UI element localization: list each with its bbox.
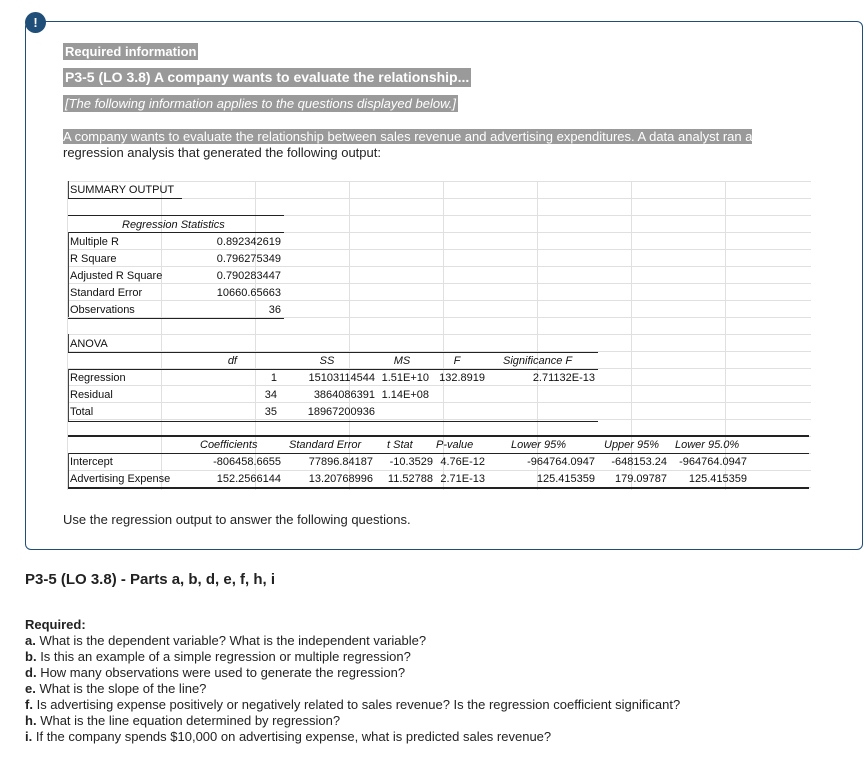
question-text: What is the dependent variable? What is the independent variable?	[39, 633, 427, 648]
anova-ms: 1.14E+08	[381, 389, 429, 401]
question-letter: a.	[25, 633, 36, 648]
question-letter: b.	[25, 649, 37, 664]
coef-value: 152.2566144	[216, 473, 281, 485]
anova-row-label: Regression	[70, 372, 126, 384]
anova-header-df: df	[227, 355, 237, 367]
required-heading: Required:	[25, 617, 86, 632]
question-item	[25, 729, 855, 745]
question-text: What is the slope of the line?	[39, 681, 207, 696]
question-letter: i.	[25, 729, 33, 744]
anova-ss: 3864086391	[313, 389, 375, 401]
question-item	[25, 713, 855, 729]
anova-df: 35	[264, 406, 277, 418]
coef-lower950: 125.415359	[688, 473, 747, 485]
anova-header-f: F	[453, 355, 461, 367]
stat-label: Observations	[70, 304, 135, 316]
regression-output-sheet	[67, 181, 811, 490]
intro-paragraph	[63, 129, 823, 161]
anova-row-label: Residual	[70, 389, 113, 401]
stat-label: Multiple R	[70, 236, 119, 248]
question-item	[25, 697, 855, 713]
coef-se: 13.20768996	[308, 473, 373, 485]
instruction-text: Use the regression output to answer the following questions.	[63, 512, 411, 527]
question-item	[25, 633, 855, 649]
question-item	[25, 681, 855, 697]
stat-value: 0.796275349	[216, 253, 281, 265]
coef-p: 4.76E-12	[440, 456, 485, 468]
coef-p: 2.71E-13	[440, 473, 485, 485]
anova-df: 1	[270, 372, 277, 384]
coef-header-p: P-value	[436, 439, 474, 451]
coef-header-lower95: Lower 95%	[511, 439, 567, 451]
info-note: [The following information applies to the questions displayed below.]	[65, 96, 456, 111]
question-letter: f.	[25, 697, 33, 712]
anova-ms: 1.51E+10	[381, 372, 429, 384]
question-text: If the company spends $10,000 on advertising expense, what is predicted sales revenue?	[35, 729, 552, 744]
anova-header-ss: SS	[319, 355, 335, 367]
stat-value: 0.892342619	[216, 236, 281, 248]
question-letter: d.	[25, 665, 37, 680]
coef-upper95: 179.09787	[615, 473, 667, 485]
section-title: P3-5 (LO 3.8) - Parts a, b, d, e, f, h, i	[25, 571, 276, 588]
anova-row-label: Total	[70, 406, 94, 418]
problem-title: P3-5 (LO 3.8) A company wants to evaluate the relationship...	[65, 69, 470, 85]
alert-icon: !	[25, 12, 46, 33]
stat-label: Standard Error	[70, 287, 143, 299]
question-text: Is this an example of a simple regression or multiple regression?	[40, 649, 411, 664]
required-list	[25, 617, 855, 745]
coef-header-lower950: Lower 95.0%	[675, 439, 740, 451]
anova-title: ANOVA	[70, 338, 108, 350]
coef-upper95: -648153.24	[611, 456, 667, 468]
intro-rest: regression analysis that generated the following output:	[63, 145, 381, 160]
coef-header-se: Standard Error	[289, 439, 362, 451]
question-text: What is the line equation determined by regression?	[40, 713, 341, 728]
question-item	[25, 665, 855, 681]
question-letter: e.	[25, 681, 36, 696]
summary-title: SUMMARY OUTPUT	[70, 184, 175, 196]
stat-label: Adjusted R Square	[70, 270, 163, 282]
question-text: How many observations were used to generate the regression?	[40, 665, 406, 680]
coef-row-label: Intercept	[70, 456, 113, 468]
stat-label: R Square	[70, 253, 117, 265]
intro-highlighted: A company wants to evaluate the relationship between sales revenue and advertising expenditures. A data analyst ran a	[63, 129, 753, 144]
coef-header-coef: Coefficients	[200, 439, 258, 451]
coef-value: -806458.6655	[213, 456, 281, 468]
coef-lower95: -964764.0947	[527, 456, 595, 468]
anova-ss: 18967200936	[307, 406, 375, 418]
stat-value: 0.790283447	[216, 270, 281, 282]
coef-lower950: -964764.0947	[679, 456, 747, 468]
anova-f: 132.8919	[439, 372, 485, 384]
stat-value: 10660.65663	[216, 287, 281, 299]
coef-header-upper95: Upper 95%	[604, 439, 660, 451]
stat-value: 36	[268, 304, 281, 316]
coef-row-label: Advertising Expense	[70, 473, 171, 485]
coef-t: 11.52788	[387, 473, 433, 485]
anova-ss: 15103114544	[308, 372, 375, 384]
anova-df: 34	[264, 389, 277, 401]
question-letter: h.	[25, 713, 37, 728]
coef-se: 77896.84187	[308, 456, 373, 468]
required-information-label: Required information	[65, 44, 197, 59]
reg-stats-header: Regression Statistics	[122, 219, 225, 231]
coef-header-t: t Stat	[387, 439, 413, 451]
anova-header-sig: Significance F	[503, 355, 573, 367]
question-text: Is advertising expense positively or negatively related to sales revenue? Is the regression coefficient significant?	[36, 697, 681, 712]
anova-sig: 2.71132E-13	[532, 372, 595, 384]
coef-lower95: 125.415359	[536, 473, 595, 485]
anova-header-ms: MS	[393, 355, 411, 367]
question-item	[25, 649, 855, 665]
coef-t: -10.3529	[389, 456, 433, 468]
